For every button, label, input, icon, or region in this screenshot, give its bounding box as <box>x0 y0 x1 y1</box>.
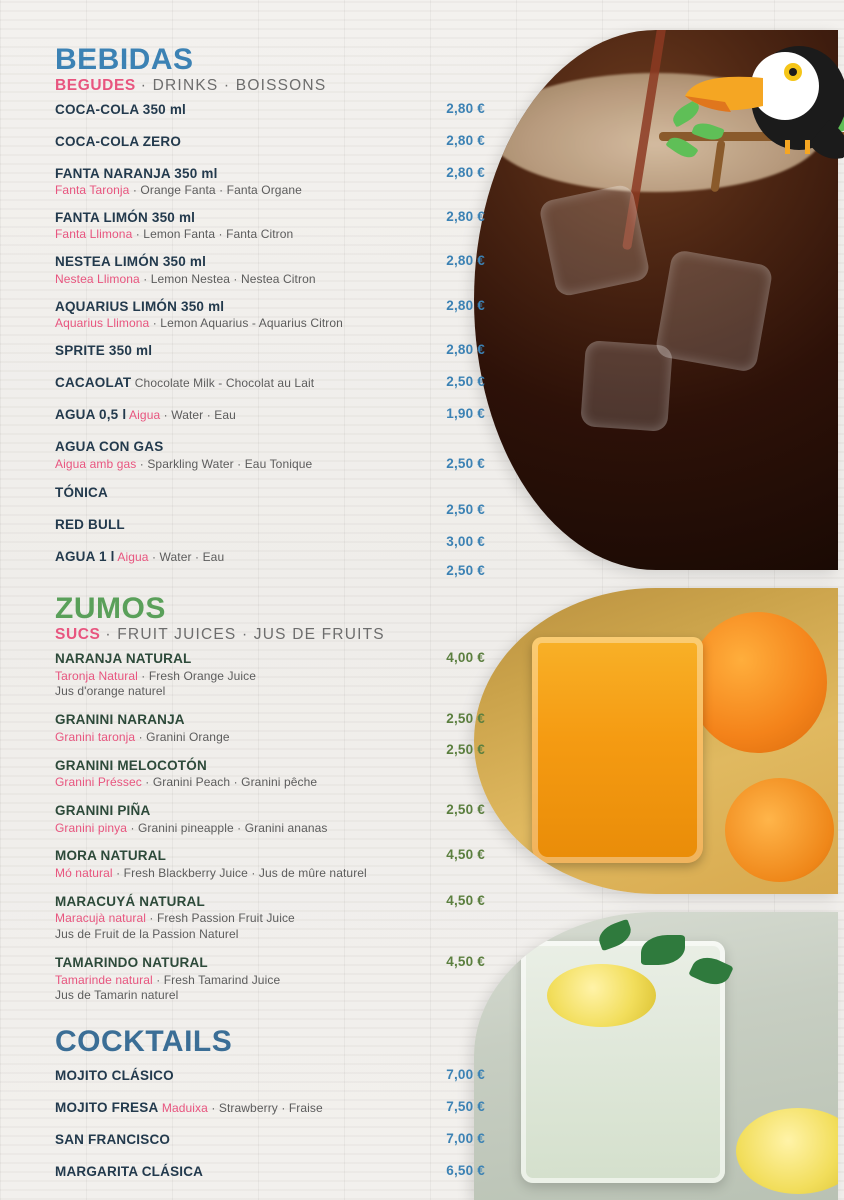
item-price: 3,00 € <box>446 534 485 550</box>
item-name: TÓNICA <box>55 485 108 501</box>
section-title-cocktails: COCKTAILS <box>55 1025 233 1059</box>
item-inline-description: · Water · Eau <box>160 408 236 423</box>
item-name: MOJITO CLÁSICO <box>55 1067 174 1083</box>
section-subtitle-bebidas <box>55 77 485 95</box>
item-description-rest: · Lemon Fanta · Fanta Citron <box>132 227 294 242</box>
item-price: 2,80 € <box>446 100 485 116</box>
menu-item <box>55 405 485 425</box>
item-name: GRANINI PIÑA <box>55 802 151 818</box>
item-list-bebidas <box>55 100 485 579</box>
item-price: 2,50 € <box>446 502 485 518</box>
section-subtitle-rest: · DRINKS · BOISSONS <box>140 76 327 94</box>
menu-item <box>55 1066 485 1086</box>
item-list-cocktails <box>55 1066 485 1182</box>
item-description-catalan: Aquarius Llimona <box>55 316 150 331</box>
item-name: AGUA 0,5 l Aigua · Water · Eau <box>55 407 236 423</box>
item-description-rest: · Lemon Aquarius - Aquarius Citron <box>149 316 343 331</box>
item-price: 2,50 € <box>446 374 485 390</box>
item-description-catalan: Granini taronja <box>55 729 136 744</box>
item-description-catalan: Tamarinde natural <box>55 972 153 987</box>
item-name: COCA-COLA ZERO <box>55 133 182 149</box>
item-price: 2,80 € <box>446 132 485 148</box>
item-description-rest: · Fresh Passion Fruit Juice <box>145 911 295 926</box>
item-description-rest: · Granini pineapple · Granini ananas <box>127 820 328 835</box>
item-name: COCA-COLA 350 ml <box>55 101 186 117</box>
toucan-svg <box>659 28 844 178</box>
item-name: SAN FRANCISCO <box>55 1131 171 1147</box>
item-inline-catalan: Maduixa <box>158 1100 208 1115</box>
item-name: NESTEA LIMÓN 350 ml <box>55 254 207 270</box>
menu-item <box>55 1098 485 1118</box>
item-name: AQUARIUS LIMÓN 350 ml <box>55 298 225 314</box>
item-description <box>55 669 485 685</box>
item-price: 2,50 € <box>446 456 485 472</box>
item-name: AGUA 1 l Aigua · Water · Eau <box>55 549 225 565</box>
ice-cube <box>655 249 774 373</box>
item-description-rest: · Fresh Blackberry Juice · Jus de mûre naturel <box>112 865 367 880</box>
item-name: AGUA CON GAS <box>55 439 164 455</box>
item-price: 4,00 € <box>446 649 485 665</box>
section-subtitle-zumos <box>55 626 485 644</box>
item-price: 2,50 € <box>446 741 485 757</box>
item-inline-description: · Strawberry · Fraise <box>207 1100 323 1115</box>
item-description <box>55 775 485 791</box>
item-description-catalan: Taronja Natural <box>55 668 138 683</box>
menu-item <box>55 1162 485 1182</box>
item-description-rest: · Granini Orange <box>135 729 230 744</box>
section-title-bebidas: BEBIDAS <box>55 43 194 76</box>
item-price: 1,90 € <box>446 406 485 422</box>
item-name: SPRITE 350 ml <box>55 343 153 359</box>
item-description <box>55 457 485 473</box>
orange-fruit <box>689 612 827 753</box>
section-cocktails <box>55 1026 485 1182</box>
item-name: MARGARITA CLÁSICA <box>55 1163 204 1179</box>
menu-item <box>55 710 485 745</box>
item-description-catalan: Mó natural <box>55 865 113 880</box>
section-subtitle-rest: · FRUIT JUICES · JUS DE FRUITS <box>105 625 385 643</box>
item-inline-description: · Water · Eau <box>148 550 225 565</box>
menu-item <box>55 547 485 579</box>
item-price: 2,80 € <box>446 164 485 180</box>
item-description <box>55 730 485 746</box>
toucan-illustration <box>659 28 844 178</box>
item-name: FANTA LIMÓN 350 ml <box>55 209 196 225</box>
menu-item <box>55 801 485 836</box>
section-title-zumos: ZUMOS <box>55 592 166 626</box>
menu-item <box>55 373 485 393</box>
item-inline-catalan: Aigua <box>114 550 149 565</box>
item-description <box>55 183 485 199</box>
item-name: FANTA NARANJA 350 ml <box>55 165 218 181</box>
ice-cube <box>538 183 651 298</box>
menu-item <box>55 515 485 550</box>
orange-fruit <box>725 778 834 882</box>
lemon-slice <box>736 1108 838 1194</box>
item-description-rest: · Fresh Orange Juice <box>137 668 257 683</box>
item-name: MARACUYÁ NATURAL <box>55 893 205 909</box>
menu-item <box>55 252 485 287</box>
item-description <box>55 866 485 882</box>
item-name: CACAOLAT Chocolate Milk - Chocolat au Lait <box>55 375 315 391</box>
orange-juice-photo <box>474 588 838 894</box>
menu-item <box>55 953 485 1004</box>
item-description-rest: · Lemon Nestea · Nestea Citron <box>139 271 316 286</box>
item-description <box>55 227 485 243</box>
item-price: 2,50 € <box>446 711 485 727</box>
item-description-catalan: Nestea Llimona <box>55 271 140 286</box>
item-description <box>55 973 485 989</box>
section-subtitle-catalan: SUCS <box>55 625 101 643</box>
item-name: MORA NATURAL <box>55 848 167 864</box>
item-description-catalan: Fanta Taronja <box>55 183 130 198</box>
menu-item <box>55 892 485 943</box>
menu-item <box>55 132 485 152</box>
item-description-catalan: Maracujà natural <box>55 911 146 926</box>
item-description-line2: Jus de Fruit de la Passion Naturel <box>55 927 239 942</box>
menu-item <box>55 297 485 332</box>
item-description-rest: · Orange Fanta · Fanta Organe <box>129 183 302 198</box>
mojito-photo <box>474 912 838 1200</box>
item-name: GRANINI NARANJA <box>55 712 185 728</box>
item-description-rest: · Fresh Tamarind Juice <box>152 972 281 987</box>
item-inline-catalan: Aigua <box>126 408 161 423</box>
item-price: 2,80 € <box>446 342 485 358</box>
menu-item <box>55 1130 485 1150</box>
item-inline-description: Chocolate Milk - Chocolat au Lait <box>131 376 315 391</box>
item-price: 4,50 € <box>446 892 485 908</box>
menu-item <box>55 208 485 243</box>
menu-item <box>55 100 485 120</box>
item-description-catalan: Aigua amb gas <box>55 456 137 471</box>
item-name: GRANINI MELOCOTÓN <box>55 757 207 773</box>
item-description-catalan: Granini Préssec <box>55 775 142 790</box>
item-price: 7,50 € <box>446 1098 485 1114</box>
menu-item <box>55 437 485 472</box>
item-description-line2: Jus d'orange naturel <box>55 684 166 699</box>
item-price: 4,50 € <box>446 953 485 969</box>
section-bebidas <box>55 43 485 579</box>
menu-item <box>55 483 485 518</box>
ice-cube <box>580 340 673 432</box>
item-name: NARANJA NATURAL <box>55 650 192 666</box>
item-price: 2,80 € <box>446 297 485 313</box>
item-description-catalan: Fanta Llimona <box>55 227 133 242</box>
lemon-slice <box>547 964 656 1027</box>
item-description <box>55 911 485 927</box>
section-zumos <box>55 593 485 1004</box>
item-price: 2,80 € <box>446 208 485 224</box>
item-price: 7,00 € <box>446 1066 485 1082</box>
menu-item <box>55 846 485 881</box>
item-description-rest: · Granini Peach · Granini pêche <box>141 775 318 790</box>
item-name: TAMARINDO NATURAL <box>55 954 208 970</box>
section-subtitle-catalan: BEGUDES <box>55 76 136 94</box>
menu-item <box>55 741 485 791</box>
item-name: RED BULL <box>55 517 125 533</box>
menu-item <box>55 341 485 361</box>
item-price: 7,00 € <box>446 1130 485 1146</box>
item-price: 2,50 € <box>446 563 485 579</box>
menu-item <box>55 649 485 700</box>
item-price: 2,50 € <box>446 801 485 817</box>
item-price: 2,80 € <box>446 253 485 269</box>
item-description <box>55 316 485 332</box>
item-description <box>55 821 485 837</box>
item-price: 6,50 € <box>446 1162 485 1178</box>
item-description-catalan: Granini pinya <box>55 820 128 835</box>
item-list-zumos <box>55 649 485 1004</box>
item-description-rest: · Sparkling Water · Eau Tonique <box>136 456 313 471</box>
item-name: MOJITO FRESA Maduixa · Strawberry · Fraise <box>55 1099 323 1115</box>
item-price: 4,50 € <box>446 847 485 863</box>
menu-item <box>55 164 485 199</box>
juice-glass <box>532 637 703 863</box>
item-description-line2: Jus de Tamarin naturel <box>55 988 179 1003</box>
menu-column <box>55 44 485 1188</box>
item-description <box>55 272 485 288</box>
photo-column <box>474 0 844 1200</box>
